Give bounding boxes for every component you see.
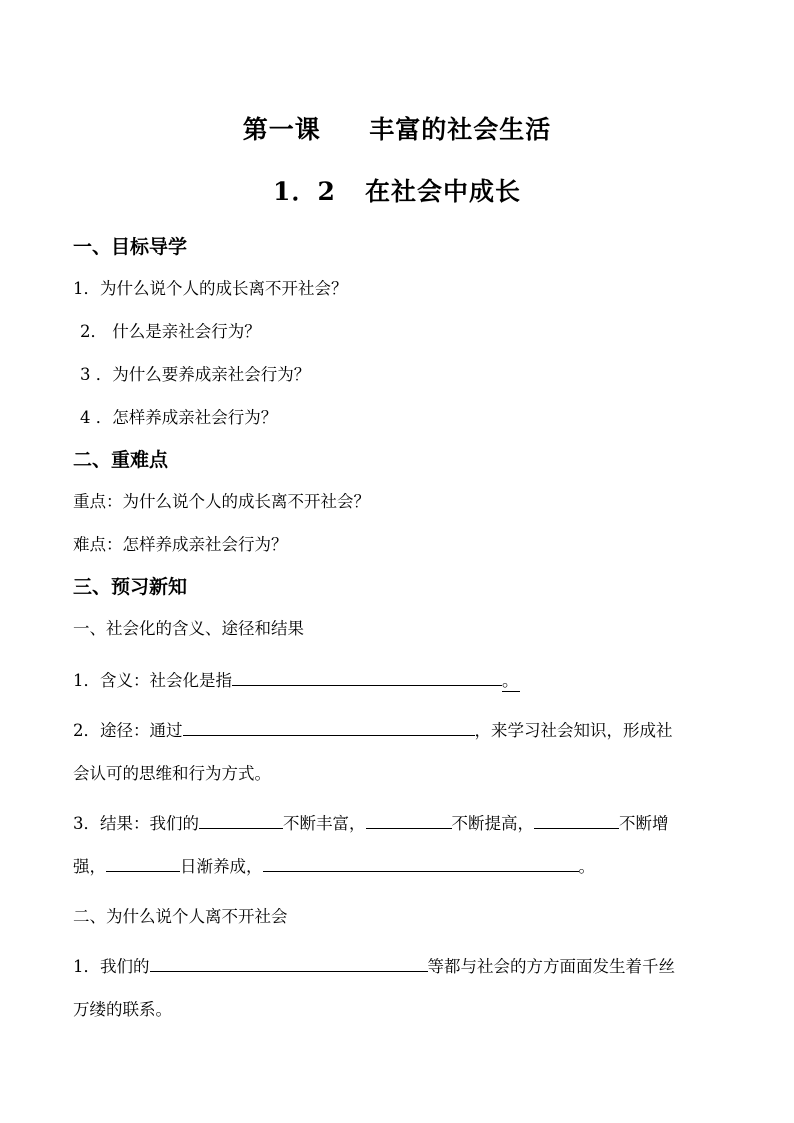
question-inseparable-line2: 万缕的联系。 <box>73 1000 172 1019</box>
fill-blank-result-3[interactable] <box>534 811 619 829</box>
question-path-prefix: 2．途径：通过 <box>73 721 183 740</box>
fill-blank-result-1[interactable] <box>199 811 283 829</box>
question-result-line2-prefix: 强， <box>73 857 106 876</box>
question-result-line2-mid: 日渐养成， <box>180 857 263 876</box>
fill-blank-meaning[interactable] <box>232 668 502 686</box>
goal-item-3: 3 ．为什么要养成亲社会行为？ <box>80 365 311 384</box>
question-meaning-suffix: 。 <box>502 667 520 692</box>
question-path-line2: 会认可的思维和行为方式。 <box>73 764 271 783</box>
goal-item-4: 4 ．怎样养成亲社会行为？ <box>80 408 278 427</box>
fill-blank-result-2[interactable] <box>366 811 452 829</box>
key-point: 重点：为什么说个人的成长离不开社会？ <box>73 492 370 511</box>
question-result-prefix: 3．结果：我们的 <box>73 814 199 833</box>
fill-blank-result-5[interactable] <box>263 854 579 872</box>
difficult-point: 难点：怎样养成亲社会行为？ <box>73 535 288 554</box>
question-meaning-prefix: 1．含义：社会化是指 <box>73 671 232 690</box>
fill-blank-path[interactable] <box>183 718 475 736</box>
question-result-mid2: 不断提高， <box>451 814 534 833</box>
question-result-line2-suffix: 。 <box>578 857 595 876</box>
section-title: 1．2 在社会中成长 <box>273 177 521 206</box>
question-inseparable-prefix: 1．我们的 <box>73 957 150 976</box>
question-inseparable <box>73 953 675 977</box>
heading-preview: 三、预习新知 <box>73 576 188 598</box>
question-path-suffix: ，来学习社会知识，形成社 <box>474 721 673 740</box>
question-meaning <box>73 667 520 692</box>
part2-heading: 二、为什么说个人离不开社会 <box>73 907 288 926</box>
question-path <box>73 717 673 741</box>
goal-item-2: 2． 什么是亲社会行为？ <box>80 322 261 341</box>
question-result <box>73 810 669 834</box>
question-inseparable-suffix: 等都与社会的方方面面发生着千丝 <box>427 957 675 976</box>
part1-heading: 一、社会化的含义、途径和结果 <box>73 619 304 638</box>
fill-blank-inseparable[interactable] <box>150 954 428 972</box>
lesson-title: 第一课 丰富的社会生活 <box>242 115 552 144</box>
heading-learning-goals: 一、目标导学 <box>73 236 188 258</box>
question-result-mid3: 不断增 <box>619 814 669 833</box>
heading-key-points: 二、重难点 <box>73 449 169 471</box>
question-result-mid1: 不断丰富， <box>283 814 366 833</box>
fill-blank-result-4[interactable] <box>106 854 180 872</box>
question-result-line2 <box>73 853 595 877</box>
goal-item-1: 1．为什么说个人的成长离不开社会？ <box>73 279 348 298</box>
